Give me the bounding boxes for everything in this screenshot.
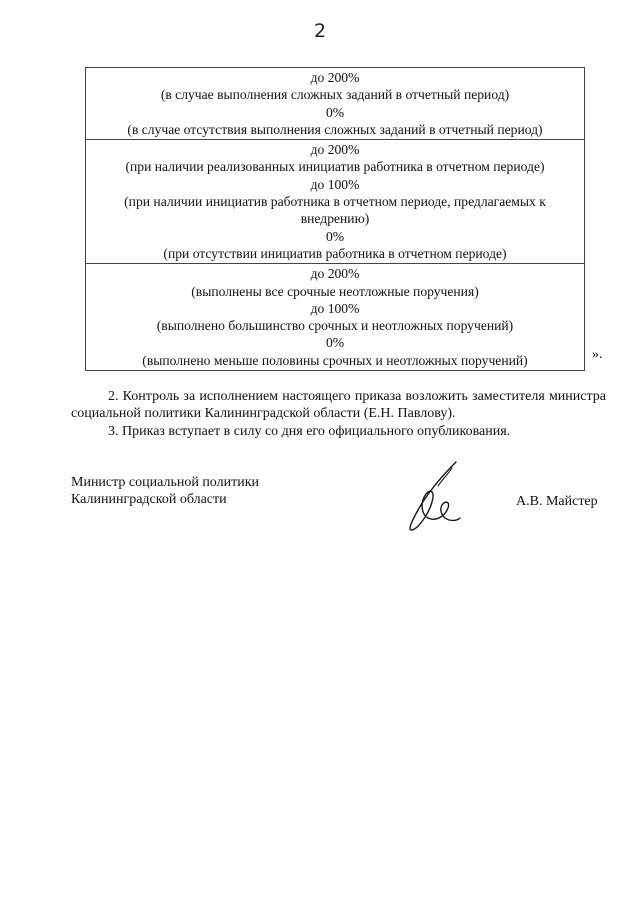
cell-line: (при отсутствии инициатив работника в отчетном периоде): [163, 245, 507, 261]
cell-line: 0%: [325, 335, 345, 351]
cell-line: (выполнено большинство срочных и неотложных поручений): [156, 318, 514, 334]
page-number: 2: [313, 20, 327, 42]
cell-line: (при наличии инициатив работника в отчетном периоде, предлагаемых к внедрению): [124, 194, 546, 227]
criteria-cell-initiatives: [86, 139, 584, 263]
signatory-title-line: Калининградской области: [71, 492, 227, 507]
cell-line: (выполнено меньше половины срочных и неотложных поручений): [142, 352, 528, 368]
cell-line: до 200%: [310, 142, 360, 158]
signatory-title-line: Министр социальной политики: [71, 475, 260, 490]
cell-line: 0%: [325, 228, 345, 244]
cell-line: до 200%: [310, 266, 360, 282]
cell-line: (при наличии реализованных инициатив работника в отчетном периоде): [125, 159, 545, 175]
cell-line: (в случае выполнения сложных заданий в отчетный период): [160, 87, 510, 103]
cell-line: (выполнены все срочные неотложные поручения): [191, 283, 479, 299]
cell-line: до 100%: [310, 176, 360, 192]
signatory-title: [71, 474, 259, 508]
criteria-table: [85, 67, 585, 371]
handwritten-signature-icon: [398, 458, 468, 533]
criteria-cell-complex-tasks: [86, 68, 584, 139]
signer-name: А.В. Майстер: [516, 494, 598, 509]
cell-line: до 100%: [310, 300, 360, 316]
cell-line: 0%: [325, 104, 345, 120]
cell-line: (в случае отсутствия выполнения сложных заданий в отчетный период): [127, 121, 543, 137]
criteria-cell-urgent-orders: [86, 263, 584, 370]
paragraph-effective-date: 3. Приказ вступает в силу со дня его официального опубликования.: [108, 424, 511, 439]
cell-line: до 200%: [310, 70, 360, 85]
closing-quote: ».: [592, 347, 603, 362]
paragraph-control: 2. Контроль за исполнением настоящего приказа возложить заместителя министра социальной политики Калининградской области (Е.Н. Павлову).: [71, 389, 606, 421]
